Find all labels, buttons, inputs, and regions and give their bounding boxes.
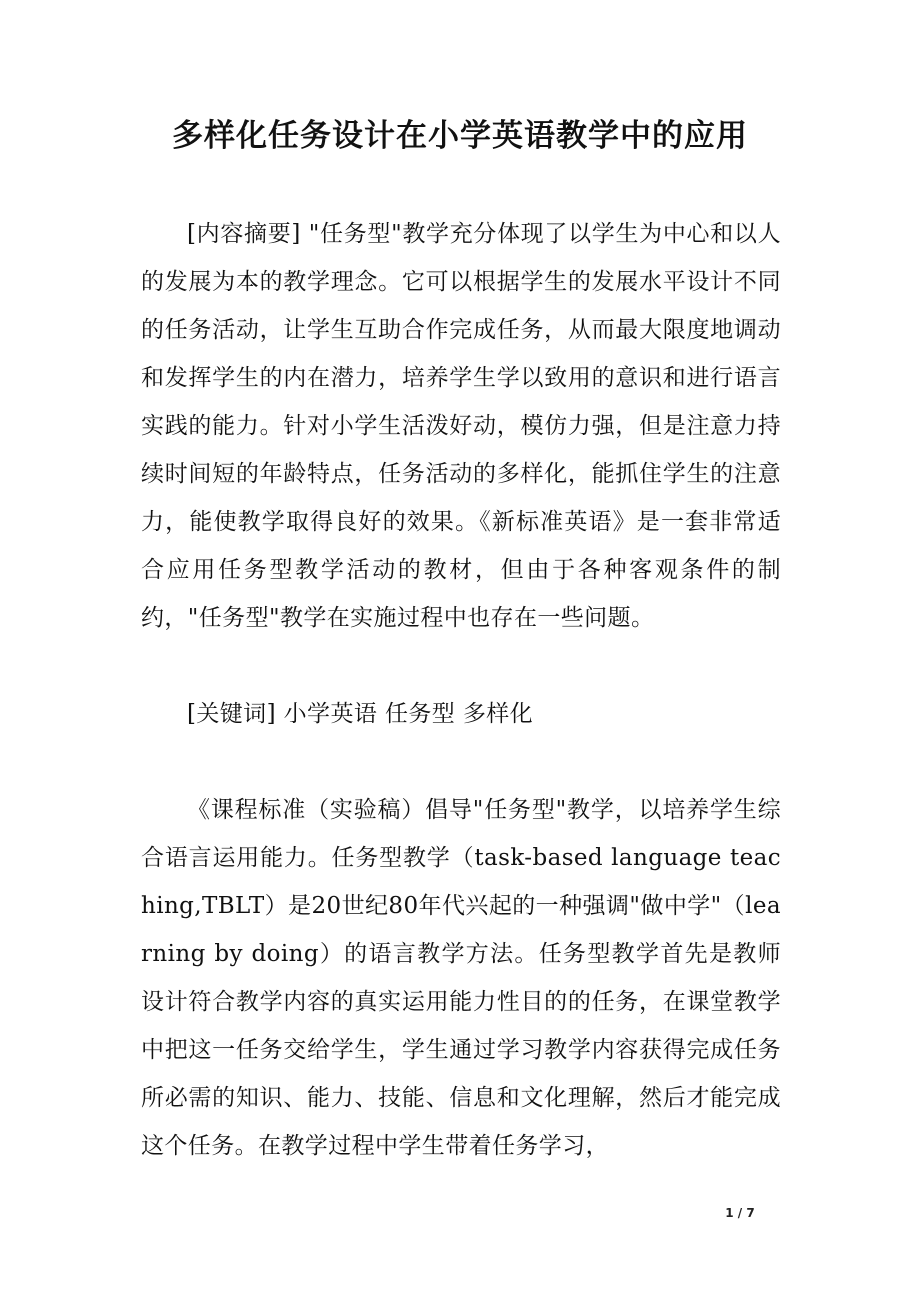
- page-number: 1 / 7: [725, 1206, 755, 1220]
- abstract-paragraph: [内容摘要] "任务型"教学充分体现了以学生为中心和以人的发展为本的教学理念。它可以根据学生的发展水平设计不同的任务活动，让学生互助合作完成任务，从而最大限度地调动和发挥学生的内在潜力，培养学生学以致用的意识和进行语言实践的能力。针对小学生活泼好动，模仿力强，但是注意力持续时间短的年龄特点，任务活动的多样化，能抓住学生的注意力，能使教学取得良好的效果。《新标准英语》是一套非常适合应用任务型教学活动的教材，但由于各种客观条件的制约，"任务型"教学在实施过程中也存在一些问题。: [141, 221, 781, 631]
- intro-paragraph: 《课程标准（实验稿）倡导"任务型"教学，以培养学生综合语言运用能力。任务型教学（task-based language teaching,TBLT）是20世纪80年代兴起的一种强调"做中学"（learning by doing）的语言教学方法。任务型教学首先是教师设计符合教学内容的真实运用能力性目的的任务，在课堂教学中把这一任务交给学生，学生通过学习教学内容获得完成任务所必需的知识、能力、技能、信息和文化理解，然后才能完成这个任务。在教学过程中学生带着任务学习，: [141, 797, 781, 1159]
- document-title: 多样化任务设计在小学英语教学中的应用: [172, 118, 748, 154]
- keywords-paragraph: [关键词] 小学英语 任务型 多样化: [187, 701, 534, 727]
